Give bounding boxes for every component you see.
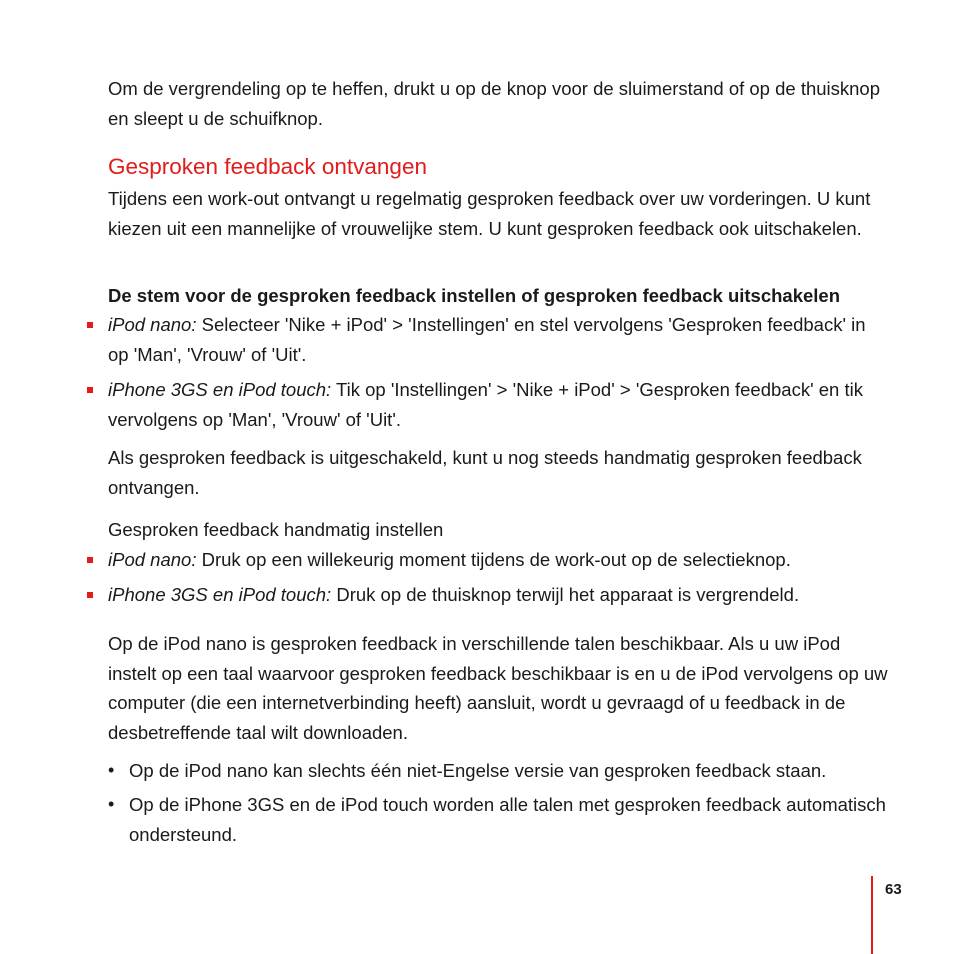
item-text: Druk op de thuisknop terwijl het apparaat is vergrendeld. [331,584,800,605]
square-bullet-icon [87,557,93,563]
list-item [108,310,868,369]
list-item [108,756,889,786]
item-text: Druk op een willekeurig moment tijdens de work-out op de selectieknop. [196,549,791,570]
bullet-icon: • [108,794,115,814]
item-text: Tik op 'Instellingen' > 'Nike + iPod' > 'Gesproken feedback' en tik vervolgens op 'Man', 'Vrouw' of 'Uit'. [108,379,863,430]
item-text: Op de iPod nano kan slechts één niet-Engelse versie van gesproken feedback staan. [129,760,827,781]
page-number-rule [871,876,873,954]
item-text: Op de iPhone 3GS en de iPod touch worden alle talen met gesproken feedback automatisch ondersteund. [129,794,886,845]
bullet-icon: • [108,760,115,780]
list-item [108,790,889,849]
device-label: iPod nano: [108,314,197,335]
list-item [108,375,868,434]
page-number: 63 [885,881,902,898]
intro-paragraph: Om de vergrendeling op te heffen, drukt u op de knop voor de sluimerstand of op de thuisknop en sleept u de schuifknop. [108,78,881,129]
languages-paragraph: Op de iPod nano is gesproken feedback in verschillende talen beschikbaar. Als u uw iPod instelt op een taal waarvoor gesproken feedback beschikbaar is en u de iPod vervolgens op uw computer (die een internetverbinding heeft) aansluit, wordt u gevraagd of u feedback in de desbetreffende taal wilt downloaden. [108,633,888,743]
square-bullet-icon [87,322,93,328]
section-body: Tijdens een work-out ontvangt u regelmatig gesproken feedback over uw vorderingen. U kunt kiezen uit een mannelijke of vrouwelijke stem. U kunt gesproken feedback ook uitschakelen. [108,188,871,239]
manual-title: Gesproken feedback handmatig instellen [108,519,444,540]
voice-settings-note: Als gesproken feedback is uitgeschakeld, kunt u nog steeds handmatig gesproken feedback ontvangen. [108,447,862,498]
section-heading: Gesproken feedback ontvangen [108,154,427,179]
voice-settings-title: De stem voor de gesproken feedback instellen of gesproken feedback uitschakelen [108,285,841,306]
square-bullet-icon [87,592,93,598]
device-label: iPhone 3GS en iPod touch: [108,379,332,400]
item-text: Selecteer 'Nike + iPod' > 'Instellingen' en stel vervolgens 'Gesproken feedback' in op 'Man', 'Vrouw' of 'Uit'. [108,314,866,365]
list-item [108,580,868,610]
list-item [108,545,868,575]
square-bullet-icon [87,387,93,393]
device-label: iPhone 3GS en iPod touch: [108,584,332,605]
device-label: iPod nano: [108,549,197,570]
